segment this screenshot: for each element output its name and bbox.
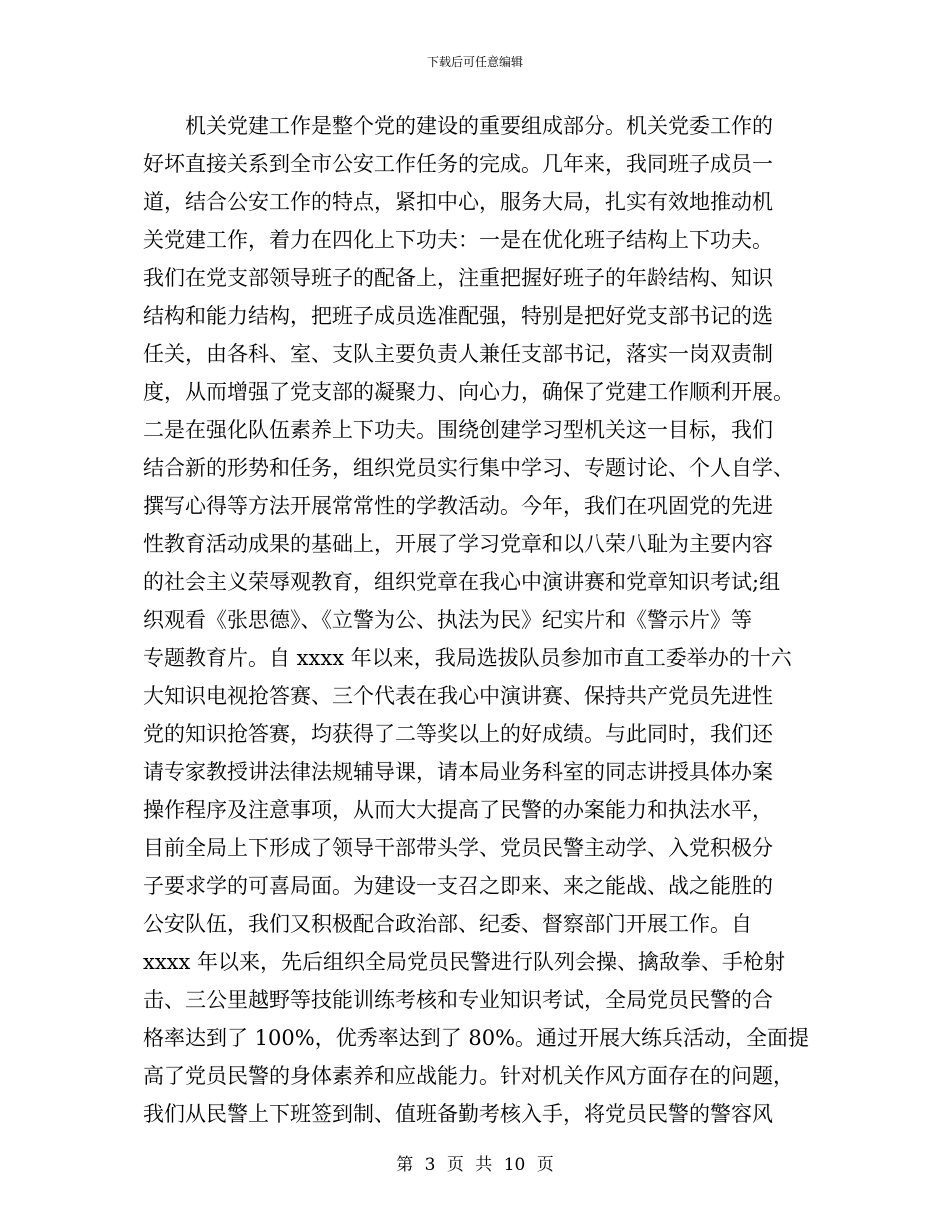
body-line: 好坏直接关系到全市公安工作任务的完成。几年来，我同班子成员一	[143, 152, 773, 176]
body-line: 党的知识抢答赛，均获得了二等奖以上的好成绩。与此同时，我们还	[143, 722, 773, 746]
body-line: 的社会主义荣辱观教育，组织党章在我心中演讲赛和党章知识考试;组	[143, 570, 781, 594]
body-line: 操作程序及注意事项，从而大大提高了民警的办案能力和执法水平，	[143, 798, 773, 822]
body-line: 度，从而增强了党支部的凝聚力、向心力，确保了党建工作顺利开展。	[143, 380, 794, 404]
body-line: 格率达到了 100%，优秀率达到了 80%。通过开展大练兵活动，全面提	[143, 1026, 810, 1050]
body-text	[143, 107, 811, 1133]
body-line: 公安队伍，我们又积极配合政治部、纪委、督察部门开展工作。自	[143, 912, 752, 936]
header-note: 下载后可任意编辑	[426, 55, 523, 69]
page-number-footer: 第 3 页 共 10 页	[396, 1155, 554, 1175]
body-line: 性教育活动成果的基础上，开展了学习党章和以八荣八耻为主要内容	[143, 532, 773, 556]
body-line: 请专家教授讲法律法规辅导课，请本局业务科室的同志讲授具体办案	[143, 760, 773, 784]
body-line: 关党建工作，着力在四化上下功夫：一是在优化班子结构上下功夫。	[143, 228, 773, 252]
body-line: 专题教育片。自 xxxx 年以来，我局选拔队员参加市直工委举办的十六	[143, 646, 792, 670]
body-line: 道，结合公安工作的特点，紧扣中心，服务大局，扎实有效地推动机	[143, 190, 773, 214]
body-line: 撰写心得等方法开展常常性的学教活动。今年，我们在巩固党的先进	[143, 494, 773, 518]
body-line: 结构和能力结构，把班子成员选准配强，特别是把好党支部书记的选	[143, 304, 773, 328]
body-line: 结合新的形势和任务，组织党员实行集中学习、专题讨论、个人自学、	[143, 456, 794, 480]
body-line: 我们在党支部领导班子的配备上，注重把握好班子的年龄结构、知识	[143, 266, 773, 290]
body-line: 我们从民警上下班签到制、值班备勤考核入手，将党员民警的警容风	[143, 1102, 773, 1126]
body-line: 机关党建工作是整个党的建设的重要组成部分。机关党委工作的	[185, 114, 773, 138]
body-line: 击、三公里越野等技能训练考核和专业知识考试，全局党员民警的合	[143, 988, 773, 1012]
body-line: 二是在强化队伍素养上下功夫。围绕创建学习型机关这一目标，我们	[143, 418, 773, 442]
body-line: 织观看《张思德》、《立警为公、执法为民》纪实片和《警示片》等	[143, 608, 752, 632]
body-line: xxxx 年以来，先后组织全局党员民警进行队列会操、擒敌拳、手枪射	[143, 950, 786, 974]
body-line: 目前全局上下形成了领导干部带头学、党员民警主动学、入党积极分	[143, 836, 773, 860]
body-line: 任关，由各科、室、支队主要负责人兼任支部书记，落实一岗双责制	[143, 342, 773, 366]
body-line: 大知识电视抢答赛、三个代表在我心中演讲赛、保持共产党员先进性	[143, 684, 773, 708]
body-line: 高了党员民警的身体素养和应战能力。针对机关作风方面存在的问题，	[143, 1064, 794, 1088]
body-line: 子要求学的可喜局面。为建设一支召之即来、来之能战、战之能胜的	[143, 874, 773, 898]
